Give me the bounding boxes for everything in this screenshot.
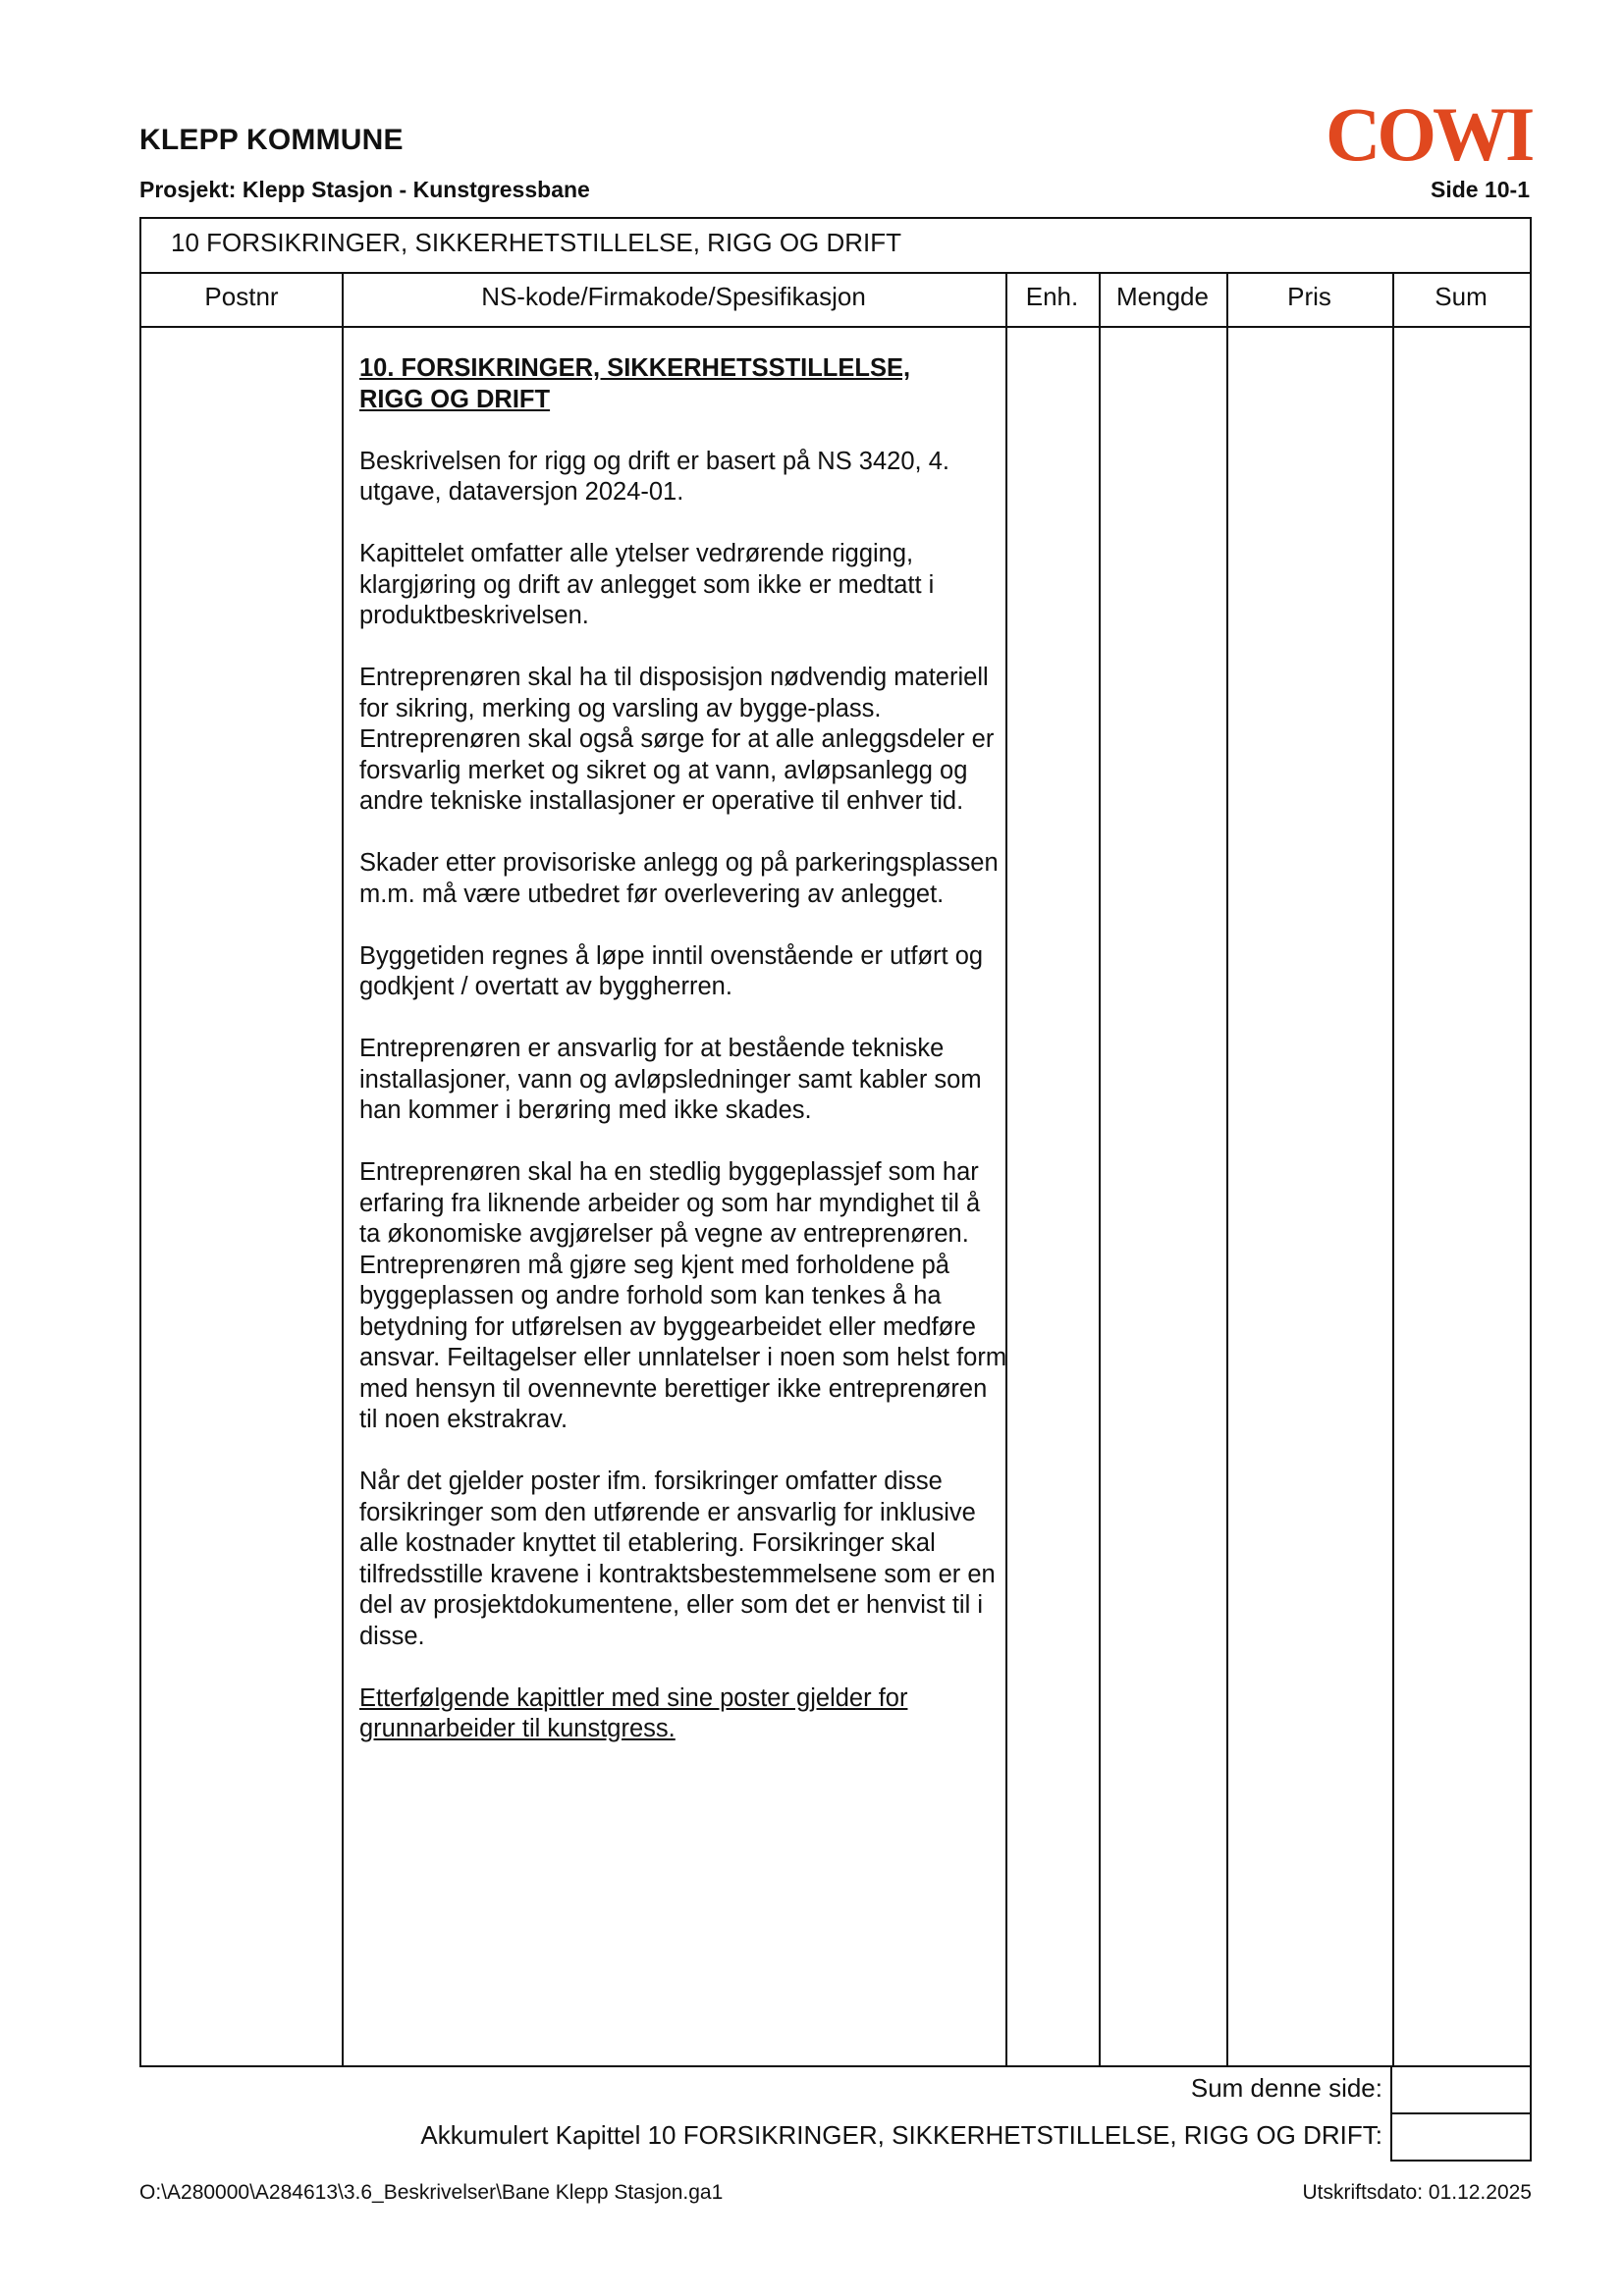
column-divider <box>1226 272 1228 2067</box>
description-paragraph: Entreprenøren er ansvarlig for at bestående tekniske installasjoner, vann og avløpsledninger samt kabler som han kommer i berøring med ikke skades. <box>359 1035 982 1124</box>
chapter-title: 10 FORSIKRINGER, SIKKERHETSTILLELSE, RIGG OG DRIFT <box>171 228 902 257</box>
page-number: Side 10-1 <box>1431 177 1530 202</box>
description-paragraph: Kapittelet omfatter alle ytelser vedrørende rigging, klargjøring og drift av anlegget som ikke er medtatt i produktbeskrivelsen. <box>359 540 935 629</box>
chapter-description <box>359 353 1007 1776</box>
column-header-price: Pris <box>1287 282 1331 311</box>
accumulated-sum-box <box>1390 2112 1532 2162</box>
column-header-sum: Sum <box>1435 282 1488 311</box>
description-paragraph: Skader etter provisoriske anlegg og på parkeringsplassen m.m. må være utbedret før overlevering av anlegget. <box>359 849 999 908</box>
description-paragraph: Beskrivelsen for rigg og drift er basert på NS 3420, 4. utgave, dataversjon 2024-01. <box>359 447 949 506</box>
company-logo: COWI <box>1326 91 1532 177</box>
municipality-title: KLEPP KOMMUNE <box>139 124 404 156</box>
file-path: O:\A280000\A284613\3.6_Beskrivelser\Bane Klepp Stasjon.ga1 <box>139 2181 724 2204</box>
sum-page-box <box>1390 2065 1532 2114</box>
sum-page-label: Sum denne side: <box>1190 2073 1382 2103</box>
column-header-postnr: Postnr <box>204 282 279 311</box>
section-heading <box>359 353 1007 415</box>
accumulated-sum-label: Akkumulert Kapittel 10 FORSIKRINGER, SIKKERHETSTILLELSE, RIGG OG DRIFT: <box>420 2120 1382 2150</box>
column-divider <box>1099 272 1101 2067</box>
section-heading-line-1: 10. FORSIKRINGER, SIKKERHETSSTILLELSE, <box>359 354 911 382</box>
column-divider <box>342 272 344 2067</box>
description-paragraph: Byggetiden regnes å løpe inntil ovenstående er utført og godkjent / overtatt av byggherren. <box>359 941 984 1000</box>
table-divider <box>141 272 1530 274</box>
section-heading-line-2: RIGG OG DRIFT <box>359 385 551 413</box>
closing-note: Etterfølgende kapittler med sine poster gjelder for grunnarbeider til kunstgress. <box>359 1683 908 1742</box>
column-header-quantity: Mengde <box>1116 282 1209 311</box>
column-divider <box>1392 272 1394 2067</box>
column-header-specification: NS-kode/Firmakode/Spesifikasjon <box>481 282 866 311</box>
description-paragraph: Når det gjelder poster ifm. forsikringer omfatter disse forsikringer som den utførende er ansvarlig for inklusive alle kostnader knyttet til etablering. Forsikringer skal tilfredsstille kravene i kontraktsbestemmelsene som er en del av prosjektdokumentene, eller som det er henvist til i disse. <box>359 1468 996 1650</box>
table-divider <box>141 326 1530 328</box>
description-paragraph: Entreprenøren skal ha en stedlig byggeplassjef som har erfaring fra liknende arbeider og som har myndighet til å ta økonomiske avgjørelser på vegne av entreprenøren. Entreprenøren må gjøre seg kjent med forholdene på byggeplassen og andre forhold som kan tenkes å ha betydning for utførelsen av byggearbeidet eller medføre ansvar. Feiltagelser eller unnlatelser i noen som helst form med hensyn til ovennevnte berettiger ikke entreprenøren til noen ekstrakrav. <box>359 1158 1007 1433</box>
description-paragraph: Entreprenøren skal ha til disposisjon nødvendig materiell for sikring, merking og varsling av bygge-plass. Entreprenøren skal også sørge for at alle anleggsdeler er forsvarlig merket og sikret og at vann, avløpsanlegg og andre tekniske installasjoner er operative til enhver tid. <box>359 664 995 815</box>
print-date: Utskriftsdato: 01.12.2025 <box>1302 2181 1532 2204</box>
project-title: Prosjekt: Klepp Stasjon - Kunstgressbane <box>139 177 590 202</box>
column-header-unit: Enh. <box>1025 282 1079 311</box>
